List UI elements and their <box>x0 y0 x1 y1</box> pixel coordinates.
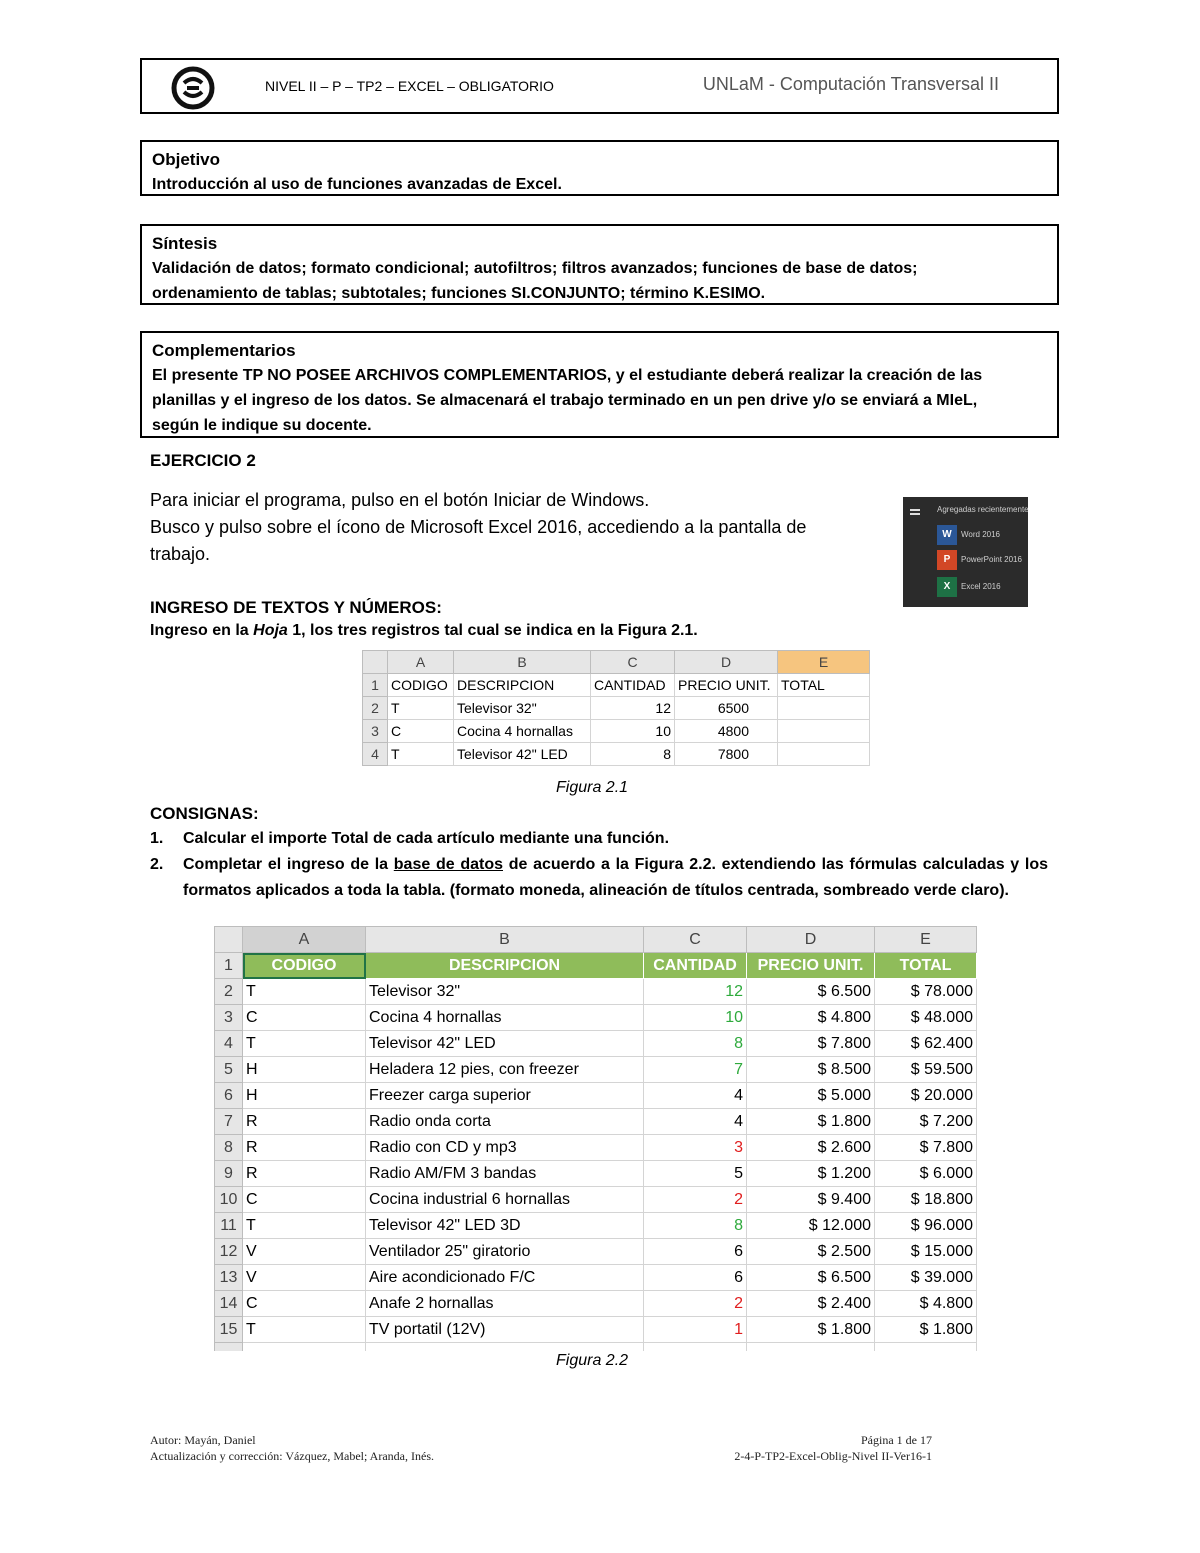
cell-codigo[interactable]: C <box>243 1005 366 1031</box>
cell-cantidad[interactable]: 8 <box>644 1031 747 1057</box>
cell-precio[interactable]: $ 7.800 <box>747 1031 875 1057</box>
figure-2-2-spreadsheet <box>214 926 977 1351</box>
column-header[interactable]: E <box>875 927 977 953</box>
cell-total[interactable]: $ 18.800 <box>875 1187 977 1213</box>
cell[interactable]: 8 <box>591 743 675 766</box>
complementarios-box <box>140 331 1059 438</box>
header-cell-codigo[interactable]: CODIGO <box>243 953 366 979</box>
cell-precio[interactable]: $ 2.400 <box>747 1291 875 1317</box>
figure-2-2-caption: Figura 2.2 <box>556 1352 629 1369</box>
cell[interactable]: 6500 <box>675 697 778 720</box>
cell-descripcion[interactable]: Televisor 42" LED <box>366 1031 644 1057</box>
row-header[interactable]: 6 <box>215 1083 243 1109</box>
row-header[interactable]: 12 <box>215 1239 243 1265</box>
cell[interactable]: 12 <box>591 697 675 720</box>
row-header[interactable]: 1 <box>363 674 388 697</box>
cell-codigo[interactable]: R <box>243 1161 366 1187</box>
table-row <box>215 1135 977 1161</box>
row-header[interactable]: 9 <box>215 1161 243 1187</box>
cell-total[interactable]: $ 78.000 <box>875 979 977 1005</box>
cell[interactable] <box>644 1343 747 1351</box>
cell-descripcion[interactable]: Heladera 12 pies, con freezer <box>366 1057 644 1083</box>
cell-total[interactable]: $ 1.800 <box>875 1317 977 1343</box>
cell[interactable] <box>778 743 870 766</box>
complementarios-line: El presente TP NO POSEE ARCHIVOS COMPLEMENTARIOS, y el estudiante deberá realizar la creación de las <box>152 367 983 384</box>
table-row <box>215 1005 977 1031</box>
cell-precio[interactable]: $ 4.800 <box>747 1005 875 1031</box>
column-header[interactable]: C <box>591 651 675 674</box>
column-header[interactable]: B <box>454 651 591 674</box>
start-menu-header: Agregadas recientemente <box>937 505 1029 514</box>
cell-descripcion[interactable]: Cocina 4 hornallas <box>366 1005 644 1031</box>
row-header[interactable]: 10 <box>215 1187 243 1213</box>
start-menu-screenshot <box>903 497 1028 607</box>
cell-total[interactable]: $ 96.000 <box>875 1213 977 1239</box>
cell-cantidad[interactable]: 1 <box>644 1317 747 1343</box>
app-name: Word 2016 <box>961 530 1000 539</box>
cell-descripcion[interactable]: Ventilador 25" giratorio <box>366 1239 644 1265</box>
table-row <box>215 1265 977 1291</box>
cell-precio[interactable]: $ 6.500 <box>747 1265 875 1291</box>
cell[interactable]: PRECIO UNIT. <box>675 674 778 697</box>
row-header[interactable]: 13 <box>215 1265 243 1291</box>
cell-codigo[interactable]: V <box>243 1239 366 1265</box>
select-all-corner[interactable] <box>215 927 243 953</box>
start-menu-app-powerpoint <box>937 550 1021 572</box>
header-right-text: UNLaM - Computación Transversal II <box>702 74 999 94</box>
table-row <box>215 1291 977 1317</box>
column-header[interactable]: B <box>366 927 644 953</box>
cell-precio[interactable]: $ 8.500 <box>747 1057 875 1083</box>
cell-precio[interactable]: $ 1.200 <box>747 1161 875 1187</box>
cell-cantidad[interactable]: 2 <box>644 1187 747 1213</box>
ingreso-text-after: 1, los tres registros tal cual se indica en la Figura 2.1. <box>287 622 698 639</box>
cell-precio[interactable]: $ 2.600 <box>747 1135 875 1161</box>
complementarios-line: según le indique su docente. <box>152 417 372 434</box>
list-item <box>150 852 1048 904</box>
sintesis-line: Validación de datos; formato condicional; autofiltros; filtros avanzados; funciones de base de datos; <box>152 260 918 277</box>
table-row <box>215 1213 977 1239</box>
exercise-line: Para iniciar el programa, pulso en el botón Iniciar de Windows. <box>150 490 650 510</box>
cell-precio[interactable]: $ 9.400 <box>747 1187 875 1213</box>
cell[interactable] <box>778 697 870 720</box>
row-header[interactable]: 5 <box>215 1057 243 1083</box>
cell-descripcion[interactable]: Freezer carga superior <box>366 1083 644 1109</box>
partial-row <box>215 1343 977 1351</box>
cell-total[interactable]: $ 48.000 <box>875 1005 977 1031</box>
table-row <box>215 1317 977 1343</box>
footer-author: Autor: Mayán, Daniel <box>150 1433 256 1447</box>
column-header[interactable]: D <box>675 651 778 674</box>
cell-cantidad[interactable]: 12 <box>644 979 747 1005</box>
column-header[interactable]: D <box>747 927 875 953</box>
cell[interactable]: Cocina 4 hornallas <box>454 720 591 743</box>
cell[interactable]: DESCRIPCION <box>454 674 591 697</box>
word-icon: W <box>937 525 957 545</box>
cell-codigo[interactable]: T <box>243 979 366 1005</box>
figure-2-1-spreadsheet <box>362 650 870 766</box>
cell-total[interactable]: $ 6.000 <box>875 1161 977 1187</box>
cell-total[interactable]: $ 7.800 <box>875 1135 977 1161</box>
cell-total[interactable]: $ 15.000 <box>875 1239 977 1265</box>
ingreso-title: INGRESO DE TEXTOS Y NÚMEROS: <box>150 598 442 617</box>
list-item <box>150 826 1048 852</box>
column-header[interactable]: C <box>644 927 747 953</box>
table-row <box>215 1083 977 1109</box>
cell-total[interactable]: $ 20.000 <box>875 1083 977 1109</box>
header-cell-precio[interactable]: PRECIO UNIT. <box>747 953 875 979</box>
ingreso-text <box>150 622 698 640</box>
unlam-logo-icon <box>170 66 216 110</box>
row-header[interactable]: 2 <box>215 979 243 1005</box>
cell-cantidad[interactable]: 6 <box>644 1239 747 1265</box>
cell-total[interactable]: $ 4.800 <box>875 1291 977 1317</box>
column-header[interactable]: A <box>388 651 454 674</box>
cell-descripcion[interactable]: TV portatil (12V) <box>366 1317 644 1343</box>
cell-codigo[interactable]: V <box>243 1265 366 1291</box>
header-left-text: NIVEL II – P – TP2 – EXCEL – OBLIGATORIO <box>265 78 554 94</box>
cell[interactable]: 7800 <box>675 743 778 766</box>
row-header[interactable] <box>215 1343 243 1351</box>
document-header <box>140 58 1059 114</box>
start-menu-app-word <box>937 525 1021 547</box>
row-header[interactable]: 2 <box>363 697 388 720</box>
cell-codigo[interactable]: T <box>243 1031 366 1057</box>
objetivo-title: Objetivo <box>152 150 221 169</box>
cell-descripcion[interactable]: Radio onda corta <box>366 1109 644 1135</box>
cell-precio[interactable]: $ 1.800 <box>747 1317 875 1343</box>
cell-codigo[interactable]: H <box>243 1057 366 1083</box>
select-all-corner[interactable] <box>363 651 388 674</box>
table-row <box>215 1031 977 1057</box>
sintesis-line: ordenamiento de tablas; subtotales; funciones SI.CONJUNTO; término K.ESIMO. <box>152 285 766 302</box>
cell-cantidad[interactable]: 3 <box>644 1135 747 1161</box>
cell-descripcion[interactable]: Radio con CD y mp3 <box>366 1135 644 1161</box>
row-header[interactable]: 4 <box>363 743 388 766</box>
header-cell-total[interactable]: TOTAL <box>875 953 977 979</box>
cell-codigo[interactable]: R <box>243 1109 366 1135</box>
cell[interactable] <box>366 1343 644 1351</box>
cell-precio[interactable]: $ 2.500 <box>747 1239 875 1265</box>
row-header[interactable]: 11 <box>215 1213 243 1239</box>
row-header[interactable]: 15 <box>215 1317 243 1343</box>
objetivo-text: Introducción al uso de funciones avanzadas de Excel. <box>152 176 562 193</box>
complementarios-title: Complementarios <box>152 341 296 360</box>
footer-code: 2-4-P-TP2-Excel-Oblig-Nivel II-Ver16-1 <box>734 1449 932 1463</box>
cell-precio[interactable]: $ 6.500 <box>747 979 875 1005</box>
cell[interactable]: C <box>388 720 454 743</box>
cell-descripcion[interactable]: Cocina industrial 6 hornallas <box>366 1187 644 1213</box>
powerpoint-icon: P <box>937 550 957 570</box>
hamburger-icon <box>910 509 920 515</box>
cell-codigo[interactable]: T <box>243 1213 366 1239</box>
list-number: 1. <box>150 830 164 847</box>
cell-descripcion[interactable]: Televisor 32" <box>366 979 644 1005</box>
row-header[interactable]: 14 <box>215 1291 243 1317</box>
ingreso-text-before: Ingreso en la <box>150 622 254 639</box>
cell-precio[interactable]: $ 5.000 <box>747 1083 875 1109</box>
row-header[interactable]: 3 <box>215 1005 243 1031</box>
cell-cantidad[interactable]: 8 <box>644 1213 747 1239</box>
app-name: PowerPoint 2016 <box>961 555 1022 564</box>
cell[interactable]: 4800 <box>675 720 778 743</box>
exercise-paragraph <box>150 487 890 568</box>
consignas-title: CONSIGNAS: <box>150 804 259 823</box>
header-cell-descripcion[interactable]: DESCRIPCION <box>366 953 644 979</box>
cell-codigo[interactable]: R <box>243 1135 366 1161</box>
table-row <box>215 979 977 1005</box>
footer-update: Actualización y corrección: Vázquez, Mabel; Aranda, Inés. <box>150 1449 434 1463</box>
sintesis-title: Síntesis <box>152 234 218 253</box>
row-header[interactable]: 1 <box>215 953 243 979</box>
cell[interactable]: TOTAL <box>778 674 870 697</box>
cell-precio[interactable]: $ 1.800 <box>747 1109 875 1135</box>
cell-total[interactable]: $ 39.000 <box>875 1265 977 1291</box>
column-header-selected[interactable]: A <box>243 927 366 953</box>
cell[interactable]: CODIGO <box>388 674 454 697</box>
cell-cantidad[interactable]: 7 <box>644 1057 747 1083</box>
exercise-line: trabajo. <box>150 544 211 564</box>
footer-page: Página 1 de 17 <box>861 1433 932 1447</box>
cell[interactable]: 10 <box>591 720 675 743</box>
exercise-title: EJERCICIO 2 <box>150 451 256 470</box>
cell-cantidad[interactable]: 5 <box>644 1161 747 1187</box>
list-item-text: de acuerdo a la Figura 2.2. extendiendo las fórmulas calculadas y los formatos aplicados a toda la tabla. (formato moneda, alineación de títulos centrada, sombreado verde claro). <box>183 856 1049 899</box>
excel-icon: X <box>937 577 957 597</box>
cell-codigo[interactable]: T <box>243 1317 366 1343</box>
list-item-text: Completar el ingreso de la <box>183 856 394 873</box>
table-row <box>215 1239 977 1265</box>
row-header[interactable]: 4 <box>215 1031 243 1057</box>
cell-cantidad[interactable]: 4 <box>644 1083 747 1109</box>
sintesis-box <box>140 224 1059 305</box>
start-menu-app-excel <box>937 577 1021 599</box>
column-header-selected[interactable]: E <box>778 651 870 674</box>
cell[interactable]: T <box>388 697 454 720</box>
cell-cantidad[interactable]: 6 <box>644 1265 747 1291</box>
cell[interactable]: T <box>388 743 454 766</box>
cell-codigo[interactable]: C <box>243 1187 366 1213</box>
cell[interactable]: Televisor 42" LED <box>454 743 591 766</box>
cell-cantidad[interactable]: 4 <box>644 1109 747 1135</box>
table-row <box>215 1187 977 1213</box>
cell-codigo[interactable]: C <box>243 1291 366 1317</box>
cell-total[interactable]: $ 59.500 <box>875 1057 977 1083</box>
cell-descripcion[interactable]: Aire acondicionado F/C <box>366 1265 644 1291</box>
app-name: Excel 2016 <box>961 582 1001 591</box>
cell-codigo[interactable]: H <box>243 1083 366 1109</box>
cell[interactable] <box>243 1343 366 1351</box>
table-row <box>215 1109 977 1135</box>
cell-descripcion[interactable]: Radio AM/FM 3 bandas <box>366 1161 644 1187</box>
cell-cantidad[interactable]: 10 <box>644 1005 747 1031</box>
cell-total[interactable]: $ 7.200 <box>875 1109 977 1135</box>
table-row <box>215 1057 977 1083</box>
list-number: 2. <box>150 856 164 873</box>
cell-precio[interactable]: $ 12.000 <box>747 1213 875 1239</box>
row-header[interactable]: 3 <box>363 720 388 743</box>
list-item-text: Calcular el importe Total de cada artículo mediante una función. <box>183 830 670 847</box>
cell-total[interactable]: $ 62.400 <box>875 1031 977 1057</box>
cell-descripcion[interactable]: Anafe 2 hornallas <box>366 1291 644 1317</box>
row-header[interactable]: 7 <box>215 1109 243 1135</box>
cell[interactable]: Televisor 32" <box>454 697 591 720</box>
objetivo-box <box>140 140 1059 196</box>
figure-2-1-caption: Figura 2.1 <box>556 779 629 796</box>
exercise-line: Busco y pulso sobre el ícono de Microsoft Excel 2016, accediendo a la pantalla de <box>150 517 807 537</box>
base-de-datos-link: base de datos <box>393 856 503 873</box>
cell-cantidad[interactable]: 2 <box>644 1291 747 1317</box>
cell[interactable] <box>778 720 870 743</box>
cell[interactable] <box>875 1343 977 1351</box>
row-header[interactable]: 8 <box>215 1135 243 1161</box>
cell[interactable]: CANTIDAD <box>591 674 675 697</box>
cell-descripcion[interactable]: Televisor 42" LED 3D <box>366 1213 644 1239</box>
consignas-list <box>150 826 1048 904</box>
header-cell-cantidad[interactable]: CANTIDAD <box>644 953 747 979</box>
ingreso-text-italic: Hoja <box>253 622 288 639</box>
table-row <box>215 1161 977 1187</box>
complementarios-line: planillas y el ingreso de los datos. Se almacenará el trabajo terminado en un pen drive y/o se enviará a MIeL, <box>152 392 978 409</box>
cell[interactable] <box>747 1343 875 1351</box>
